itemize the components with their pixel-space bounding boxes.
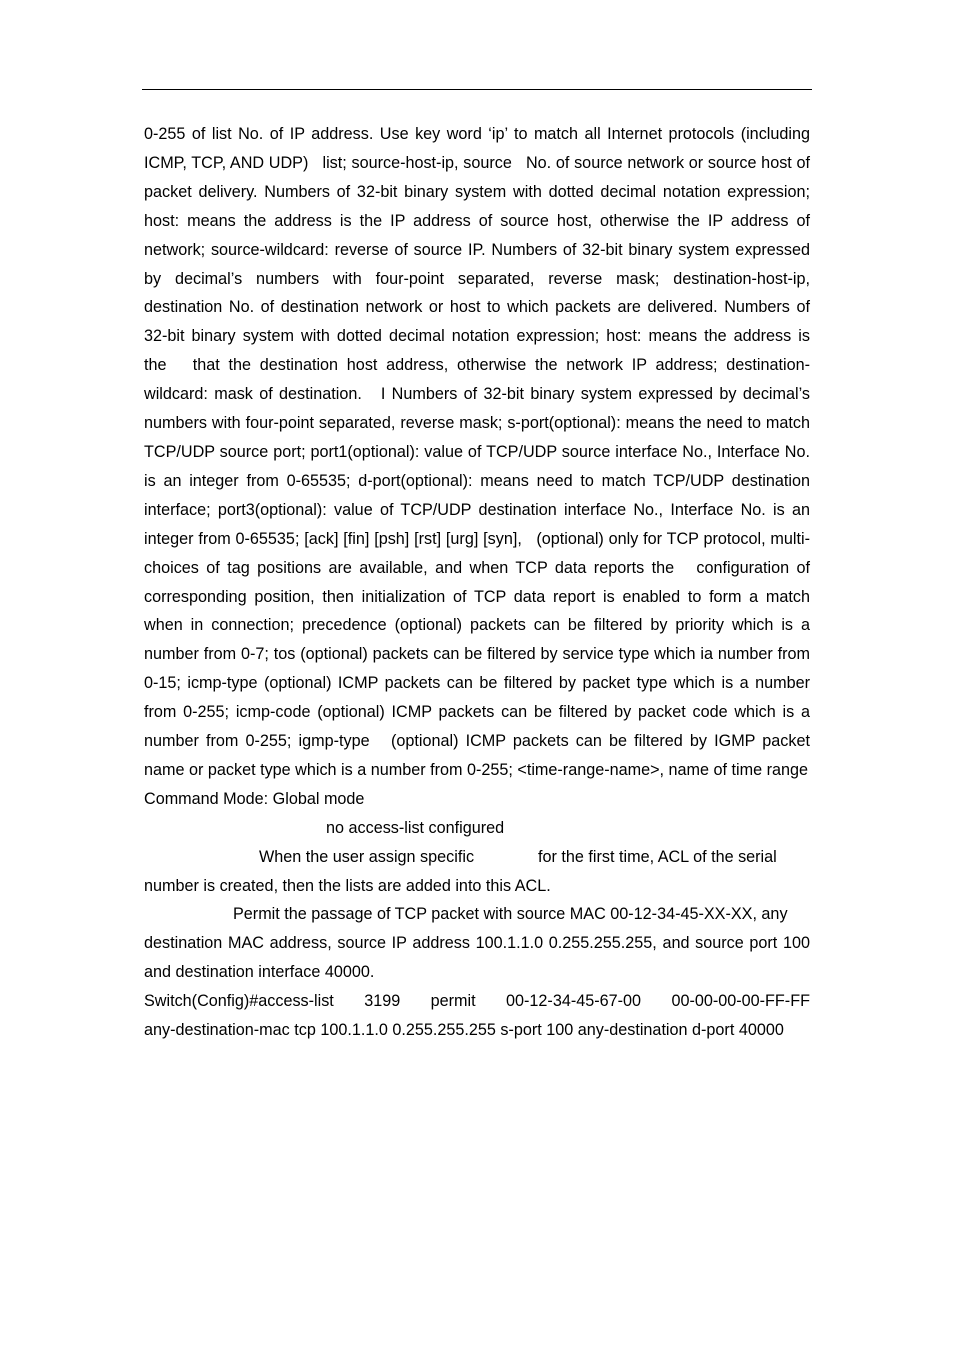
example-rest: destination MAC address, source IP address 100.1.1.0 0.255.255.255, and source port 100 and destination interface 40000. bbox=[144, 934, 810, 982]
syntax-paragraph: 0-255 of list No. of IP address. Use key word ‘ip’ to match all Internet protocols (including ICMP, TCP, AND UDP) list; source-host-ip, source No. of source network or source host of packet delivery. Numbers of 32-bit binary system with dotted decimal notation expression; host: means the address is the IP address of source host, otherwise the IP address of network; source-wildcard: reverse of source IP. Numbers of 32-bit binary system expressed by decimal’s numbers with four-point separated, reverse mask; destination-host-ip, destination No. of destination network or host to which packets are delivered. Numbers of 32-bit binary system with dotted decimal notation expression; host: means the address is the that the destination host address, otherwise the network IP address; destination-wildcard: mask of destination. I Numbers of 32-bit binary system expressed by decimal’s numbers with four-point separated, reverse mask; s-port(optional): means the need to match TCP/UDP source port; port1(optional): value of TCP/UDP source interface No., Interface No. is an integer from 0-65535; d-port(optional): means need to match TCP/UDP destination interface; port3(optional): value of TCP/UDP destination interface No., Interface No. is an integer from 0-65535; [ack] [fin] [psh] [rst] [urg] [syn], (optional) only for TCP protocol, multi-choices of tag positions are available, and when TCP data reports the configuration of corresponding position, then initialization of TCP data report is enabled to form a match when in connection; precedence (optional) packets can be filtered by priority which is a number from 0-7; tos (optional) packets can be filtered by service type which ia number from 0-15; icmp-type (optional) ICMP packets can be filtered by packet type which is a number from 0-255; icmp-code (optional) ICMP packets can be filtered by packet code which is a number from 0-255; igmp-type (optional) ICMP packets can be filtered by IGMP packet name or packet type which is a number from 0-255; <time-range-name>, name of time range bbox=[144, 125, 810, 779]
usage-part1: When the user assign specific bbox=[259, 847, 475, 866]
cmd-token-mac-mask: 00-00-00-00-FF-FF bbox=[671, 992, 810, 1011]
usage-part2: for the first time, ACL of the serial bbox=[538, 847, 777, 866]
usage-part3: number is created, then the lists are added into this ACL. bbox=[144, 876, 551, 895]
document-body bbox=[144, 120, 810, 1045]
example-line1: Permit the passage of TCP packet with source MAC 00-12-34-45-XX-XX, any bbox=[233, 905, 788, 924]
header-rule bbox=[142, 89, 812, 90]
default-value: no access-list configured bbox=[326, 818, 505, 837]
cmd-token-prompt: Switch(Config)#access-list bbox=[144, 992, 334, 1011]
cmd-token-action: permit bbox=[430, 992, 476, 1011]
usage-guide bbox=[144, 843, 810, 872]
command-line2: any-destination-mac tcp 100.1.1.0 0.255.255.255 s-port 100 any-destination d-port 40000 bbox=[144, 1021, 784, 1040]
command-line1 bbox=[144, 987, 810, 1016]
cmd-token-number: 3199 bbox=[364, 992, 401, 1011]
command-mode: Command Mode: Global mode bbox=[144, 789, 365, 808]
cmd-token-source-mac: 00-12-34-45-67-00 bbox=[506, 992, 642, 1011]
